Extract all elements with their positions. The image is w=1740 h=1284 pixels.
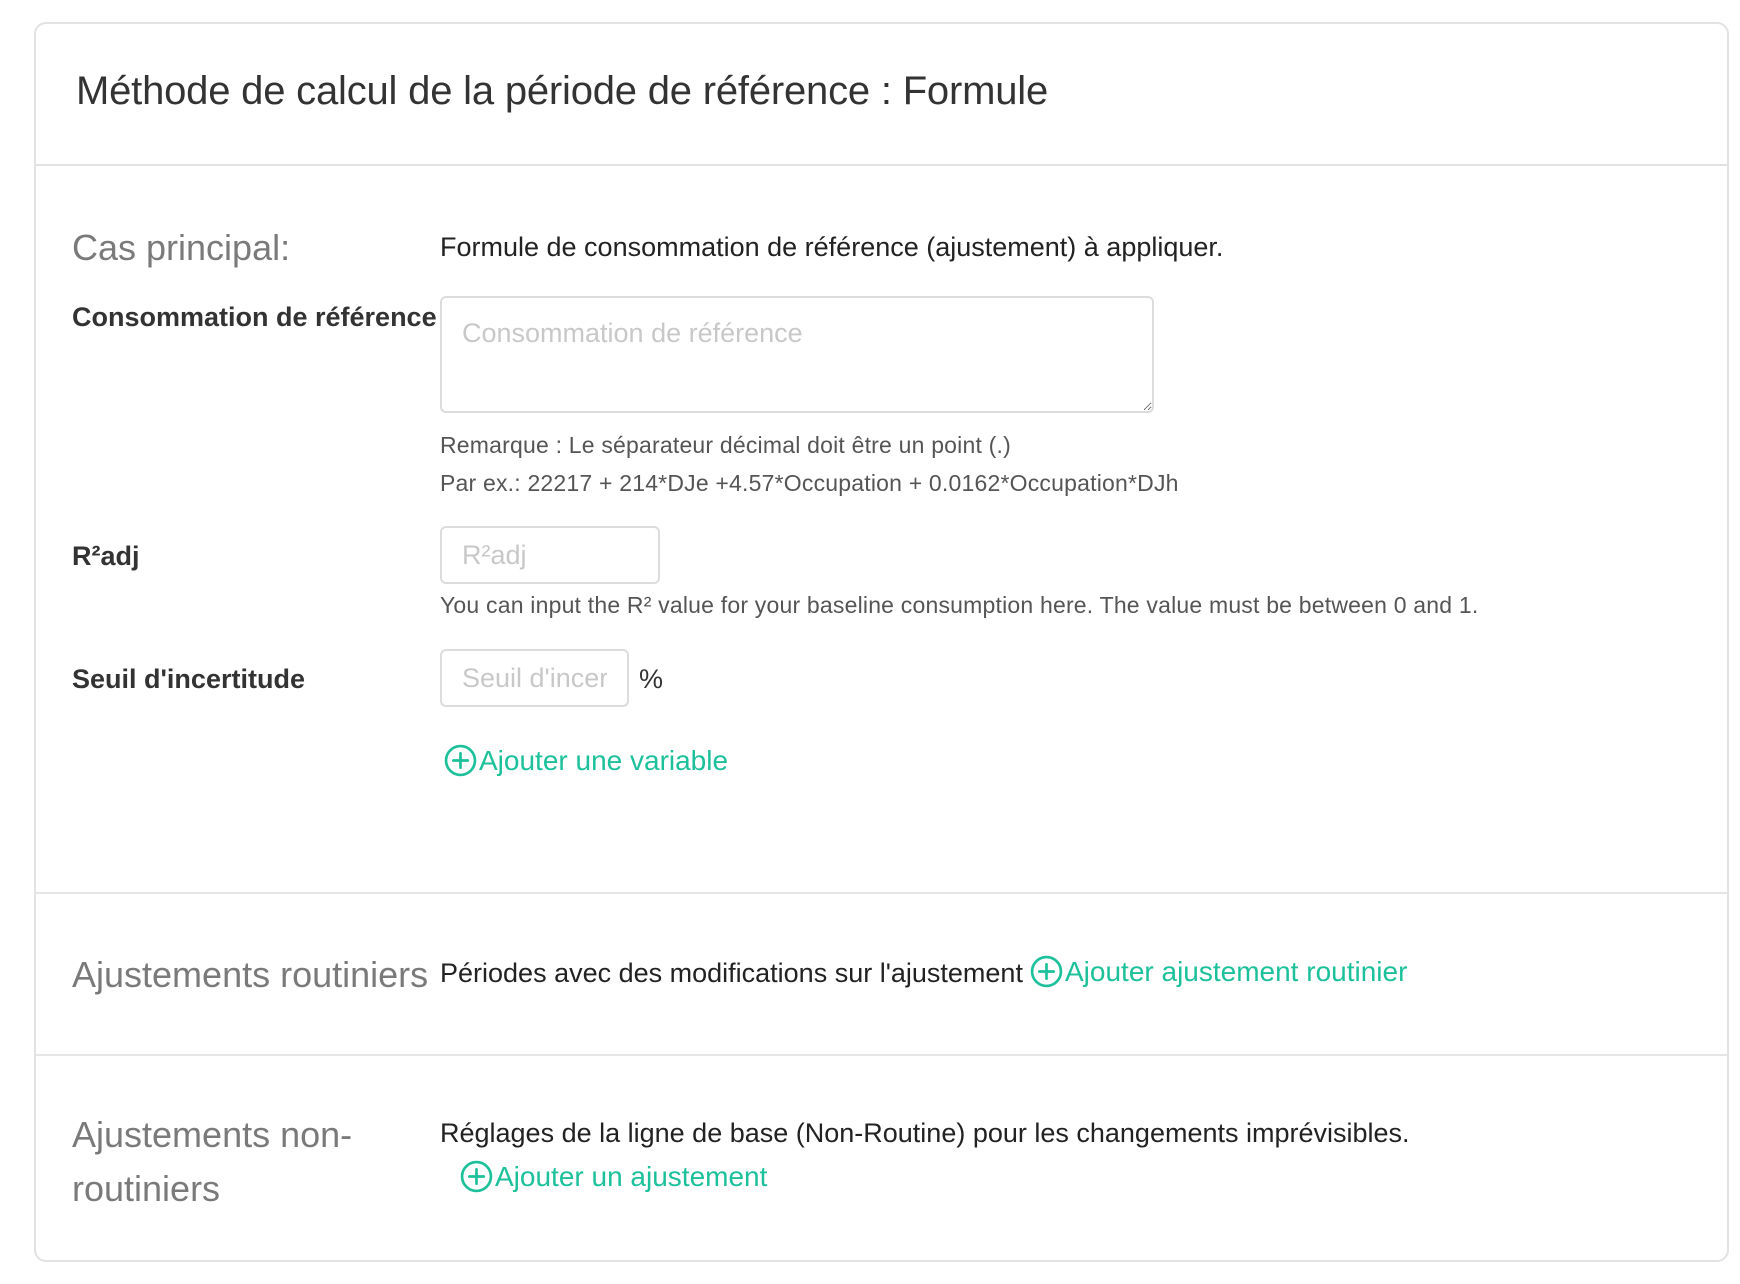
plus-circle-icon (460, 1160, 493, 1193)
add-variable-label: Ajouter une variable (479, 744, 729, 776)
plus-circle-icon (1030, 955, 1063, 988)
main-case-description: Formule de consommation de référence (ajustement) à appliquer. (440, 232, 1224, 262)
baseline-consumption-input[interactable] (440, 296, 1154, 413)
card-header (36, 24, 1727, 166)
add-nonroutine-adjustment-link[interactable] (460, 1160, 767, 1193)
formula-example: Par ex.: 22217 + 214*DJe +4.57*Occupation + 0.0162*Occupation*DJh (440, 470, 1179, 496)
main-case-section (36, 166, 1727, 894)
uncertainty-threshold-label: Seuil d'incertitude (72, 664, 305, 694)
add-routine-adjustment-link[interactable] (1030, 955, 1407, 988)
routine-adjustments-section (36, 894, 1727, 1056)
routine-adjustments-label: Ajustements routiniers (72, 954, 429, 995)
add-routine-adjustment-label: Ajouter ajustement routinier (1065, 955, 1408, 987)
nonroutine-adjustments-section (36, 1056, 1727, 1260)
r2adj-label: R²adj (72, 541, 140, 571)
baseline-method-card (34, 22, 1729, 1262)
nonroutine-adjustments-description: Réglages de la ligne de base (Non-Routine) pour les changements imprévisibles. (440, 1118, 1410, 1148)
nonroutine-adjustments-label-line1: Ajustements non- (72, 1114, 353, 1155)
routine-adjustments-description: Périodes avec des modifications sur l'ajustement (440, 958, 1023, 988)
r2adj-hint: You can input the R² value for your baseline consumption here. The value must be between 0 and 1. (440, 592, 1479, 618)
add-variable-link[interactable] (444, 744, 728, 777)
main-case-label: Cas principal: (72, 227, 291, 268)
add-nonroutine-adjustment-label: Ajouter un ajustement (495, 1160, 768, 1192)
nonroutine-adjustments-label-line2: routiniers (72, 1168, 221, 1209)
page-title: Méthode de calcul de la période de référence : Formule (76, 69, 1048, 113)
uncertainty-threshold-input[interactable] (440, 649, 629, 707)
decimal-separator-note: Remarque : Le séparateur décimal doit être un point (.) (440, 432, 1011, 458)
percent-unit: % (639, 664, 664, 694)
plus-circle-icon (444, 744, 477, 777)
r2adj-input[interactable] (440, 526, 660, 584)
baseline-consumption-label: Consommation de référence (72, 302, 437, 332)
